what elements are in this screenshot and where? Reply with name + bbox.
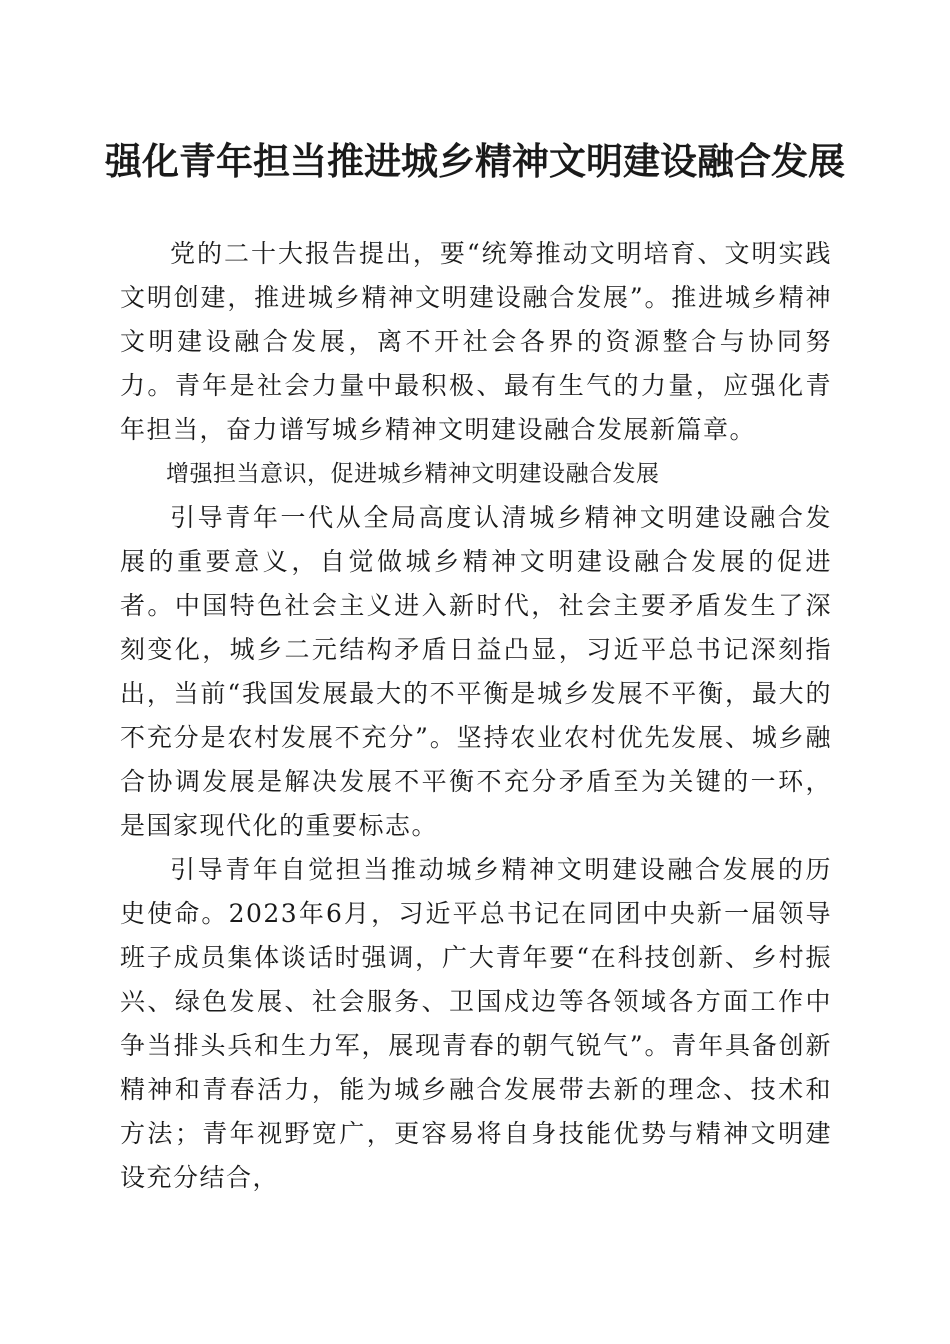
section-heading: 增强担当意识，促进城乡精神文明建设融合发展 bbox=[166, 461, 660, 487]
paragraph-significance: 引导青年一代从全局高度认清城乡精神文明建设融合发展的重要意义，自觉做城乡精神文明建设融合发展的促进者。中国特色社会主义进入新时代，社会主要矛盾发生了深刻变化，城乡二元结构矛盾日益凸显，习近平总书记深刻指出，当前“我国发展最大的不平衡是城乡发展不平衡，最大的不充分是农村发展不充分”。坚持农业农村优先发展、城乡融合协调发展是解决发展不平衡不充分矛盾至为关键的一环，是国家现代化的重要标志。 bbox=[120, 503, 832, 840]
document-title: 强化青年担当推进城乡精神文明建设融合发展 bbox=[105, 139, 845, 183]
paragraph-mission: 引导青年自觉担当推动城乡精神文明建设融合发展的历史使命。2023年6月，习近平总书记在同团中央新一届领导班子成员集体谈话时强调，广大青年要“在科技创新、乡村振兴、绿色发展、社会服务、卫国戍边等各领域各方面工作中争当排头兵和生力军，展现青春的朝气锐气”。青年具备创新精神和青春活力，能为城乡融合发展带去新的理念、技术和方法；青年视野宽广，更容易将自身技能优势与精神文明建设充分结合， bbox=[120, 855, 832, 1192]
paragraph-intro: 党的二十大报告提出，要“统筹推动文明培育、文明实践文明创建，推进城乡精神文明建设融合发展”。推进城乡精神文明建设融合发展，离不开社会各界的资源整合与协同努力。青年是社会力量中最积极、最有生气的力量，应强化青年担当，奋力谱写城乡精神文明建设融合发展新篇章。 bbox=[120, 239, 832, 444]
document-body bbox=[120, 232, 832, 1200]
